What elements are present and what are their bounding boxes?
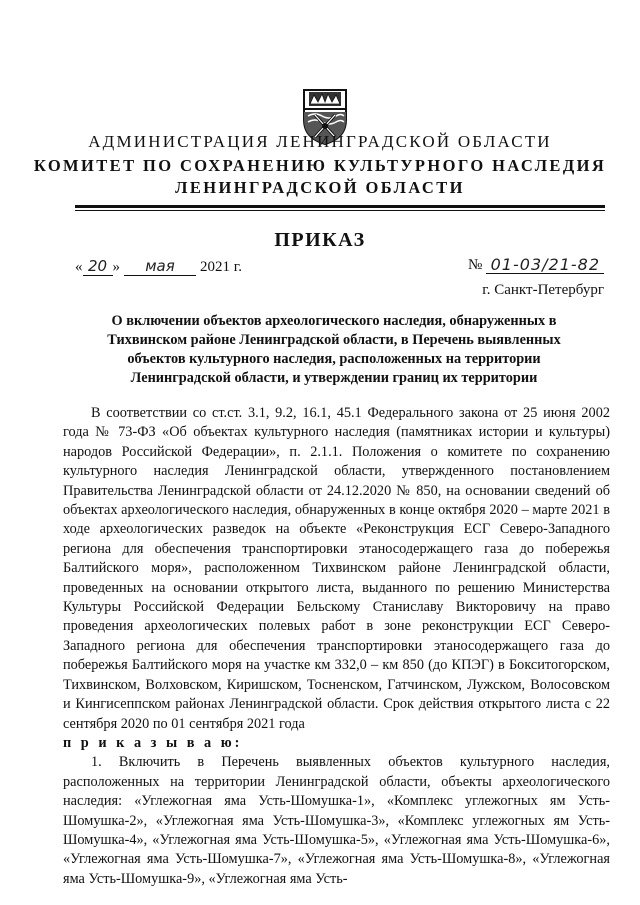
header-divider-thick xyxy=(75,205,605,208)
document-date xyxy=(75,258,242,276)
org-name-line3: ЛЕНИНГРАДСКОЙ ОБЛАСТИ xyxy=(175,178,465,197)
subject-line: О включении объектов археологического наследия, обнаруженных в xyxy=(111,313,557,329)
order-word: п р и к а з ы в а ю: xyxy=(63,734,243,751)
document-subject xyxy=(70,312,598,388)
org-name-line2: КОМИТЕТ ПО СОХРАНЕНИЮ КУЛЬТУРНОГО НАСЛЕДИЯ xyxy=(33,156,607,175)
document-place: г. Санкт-Петербург xyxy=(482,282,604,298)
number-value: 01-03/21-82 xyxy=(486,256,604,274)
number-prefix: № xyxy=(468,257,483,273)
subject-line: Ленинградской области, и утверждении границ их территории xyxy=(130,370,538,386)
document-body xyxy=(63,404,610,889)
document-number xyxy=(468,256,604,274)
item-paragraph: 1. Включить в Перечень выявленных объектов культурного наследия, расположенных на территории Ленинградской области, объекты археологического наследия: «Углежогная яма Усть-Шомушка-1», «Комплекс углежогных ям Усть-Шомушка-2», «Углежогная яма Усть-Шомушка-3», «Комплекс углежогных ям Усть-Шомушка-4», «Углежогная яма Усть-Шомушка-5», «Углежогная яма Усть-Шомушка-6», «Углежогная яма Усть-Шомушка-7», «Углежогная яма Усть-Шомушка-8», «Углежогная яма Усть-Шомушка-9», «Углежогная яма Усть- xyxy=(63,754,610,887)
date-year: 2021 г. xyxy=(200,259,242,275)
subject-line: объектов культурного наследия, расположенных на территории xyxy=(127,351,541,367)
org-name-line1: АДМИНИСТРАЦИЯ ЛЕНИНГРАДСКОЙ ОБЛАСТИ xyxy=(88,132,552,151)
header-divider-thin xyxy=(75,210,605,211)
subject-line: Тихвинском районе Ленинградской области, в Перечень выявленных xyxy=(107,332,561,348)
date-month: мая xyxy=(124,258,196,276)
date-close-quote: » xyxy=(112,259,120,275)
date-day: 20 xyxy=(83,258,113,276)
date-open-quote: « xyxy=(75,259,83,275)
preamble-paragraph: В соответствии со ст.ст. 3.1, 9.2, 16.1, 45.1 Федерального закона от 25 июня 2002 года № 73-ФЗ «Об объектах культурного наследия (памятниках истории и культуры) народов Российской Федерации», п. 2.1.1. Положения о комитете по сохранению культурного наследия Ленинградской области, утвержденного постановлением Правительства Ленинградской области от 24.12.2020 № 850, на основании сведений об объектах археологического наследия, обнаруженных в конце октября 2020 – марте 2021 в ходе археологических разведок на объекте «Реконструкция ЕСГ Северо-Западного региона для обеспечения транспортировки этаносодержащего газа до побережья Балтийского моря», расположенном Тихвинском районе Ленинградской области, проведенных на основании открытого листа, выданного по решению Министерства Культуры Российской Федерации Бельскому Станиславу Викторовичу на право проведения археологических полевых работ в зоне реконструкции ЕСГ Северо-Западного региона для обеспечения транспортировки этаносодержащего газа до побережья Балтийского моря на участке км 332,0 – км 850 (до КПЭГ) в Бокситогорском, Тихвинском, Волховском, Киришском, Тосненском, Гатчинском, Лужском, Волосовском и Кингисеппском районах Ленинградской области. Срок действия открытого листа с 22 сентября 2020 по 01 сентября 2021 года xyxy=(63,405,610,732)
document-title: ПРИКАЗ xyxy=(274,229,366,251)
